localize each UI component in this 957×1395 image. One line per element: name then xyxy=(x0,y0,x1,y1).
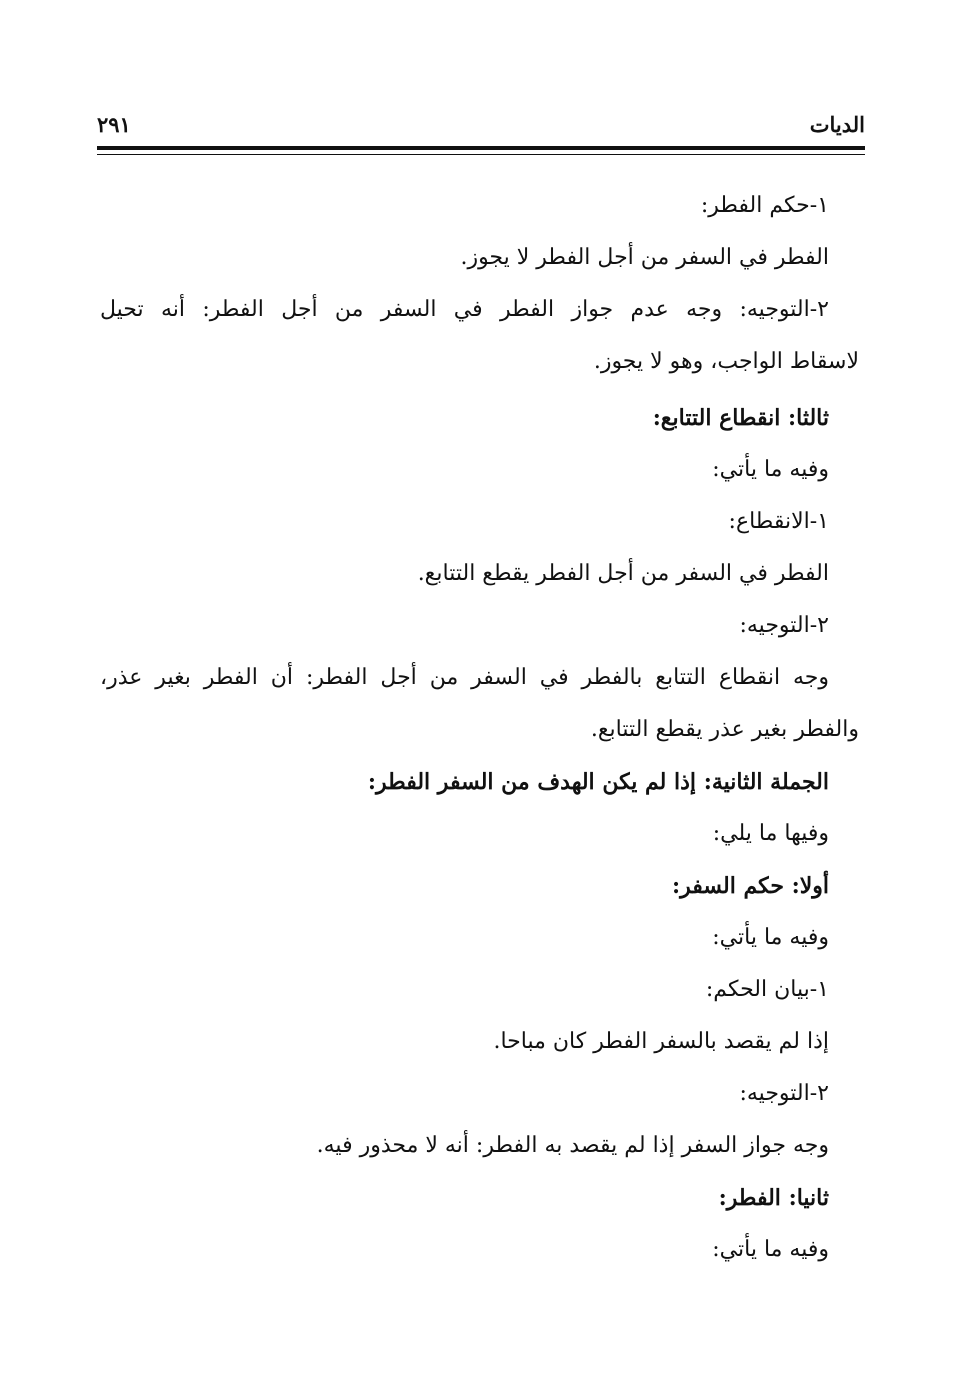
body-line: إذا لم يقصد بالسفر الفطر كان مباحا. xyxy=(493,1029,829,1054)
header-rule-thick xyxy=(97,146,865,150)
body-line: وفيه ما يأتي: xyxy=(712,925,829,950)
page-number: ٢٩١ xyxy=(97,112,131,137)
body-line: لاسقاط الواجب، وهو لا يجوز. xyxy=(593,349,859,374)
header-rule-thin xyxy=(97,154,865,155)
body-line: وفيه ما يأتي: xyxy=(712,1237,829,1262)
chapter-title: الديات xyxy=(809,112,865,137)
section-heading: ثالثا: انقطاع التتابع: xyxy=(652,405,829,431)
section-heading: ثانيا: الفطر: xyxy=(718,1185,829,1211)
body-line: الفطر في السفر من أجل الفطر يقطع التتابع. xyxy=(417,561,829,586)
body-line: ٢-التوجيه: xyxy=(739,613,829,638)
body-line: وجه انقطاع التتابع بالفطر في السفر من أجل الفطر: أن الفطر بغير عذر، xyxy=(100,665,829,690)
body-line: ١-الانقطاع: xyxy=(728,509,829,534)
body-line: وجه جواز السفر إذا لم يقصد به الفطر: أنه لا محذور فيه. xyxy=(316,1133,829,1158)
body-line: وفيها ما يلي: xyxy=(712,821,829,846)
body-line: والفطر بغير عذر يقطع التتابع. xyxy=(590,717,859,742)
body-line: ٢-التوجيه: xyxy=(739,1081,829,1106)
body-line: وفيه ما يأتي: xyxy=(712,457,829,482)
section-heading: الجملة الثانية: إذا لم يكن الهدف من السفر الفطر: xyxy=(367,769,829,795)
body-line: ٢-التوجيه: وجه عدم جواز الفطر في السفر من أجل الفطر: أنه تحيل xyxy=(100,297,829,322)
section-heading: أولا: حكم السفر: xyxy=(672,873,829,899)
running-header xyxy=(97,112,865,144)
body-line: ١-بيان الحكم: xyxy=(705,977,829,1002)
body-line: ١-حكم الفطر: xyxy=(700,193,829,218)
body-line: الفطر في السفر من أجل الفطر لا يجوز. xyxy=(460,245,829,270)
